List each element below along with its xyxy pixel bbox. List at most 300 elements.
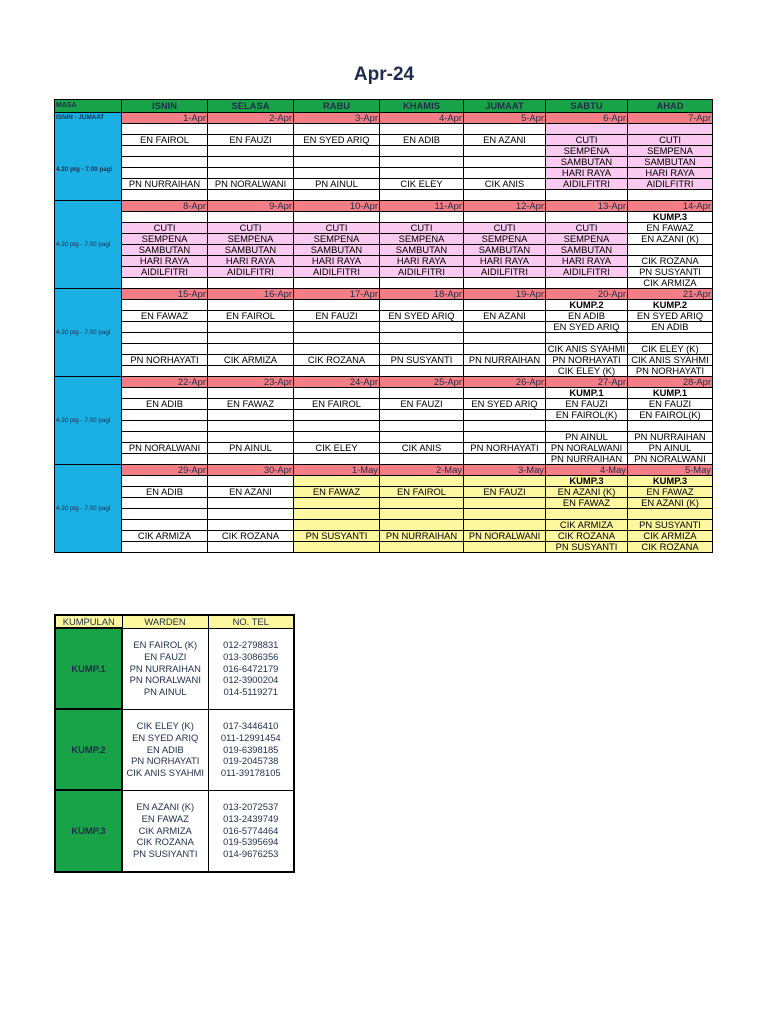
- duty-cell: [464, 212, 546, 223]
- date-cell: 4-May: [546, 465, 628, 476]
- duty-cell: [122, 322, 208, 333]
- duty-cell: [294, 278, 380, 289]
- duty-cell: CIK ROZANA: [546, 531, 628, 542]
- date-cell: 26-Apr: [464, 377, 546, 388]
- duty-cell: CIK ANIS: [380, 443, 464, 454]
- duty-cell: [380, 520, 464, 531]
- duty-cell: [208, 157, 294, 168]
- duty-row: [55, 267, 713, 278]
- duty-cell: HARI RAYA: [546, 168, 628, 179]
- duty-row: [55, 421, 713, 432]
- duty-cell: PN NURRAIHAN: [628, 432, 713, 443]
- schedule-header-cell: JUMAAT: [464, 100, 546, 113]
- duty-cell: [464, 366, 546, 377]
- duty-cell: CIK ANIS: [464, 179, 546, 190]
- date-cell: 20-Apr: [546, 289, 628, 300]
- week-date-row: [55, 289, 713, 300]
- duty-cell: EN AZANI (K): [628, 234, 713, 245]
- duty-cell: SAMBUTAN: [294, 245, 380, 256]
- duty-cell: [122, 146, 208, 157]
- duty-cell: EN AZANI: [464, 311, 546, 322]
- duty-cell: PN NORHAYATI: [464, 443, 546, 454]
- page-title: Apr-24: [353, 64, 415, 85]
- date-cell: 5-May: [628, 465, 713, 476]
- warden-name: CIK ANIS SYAHMI: [126, 767, 204, 779]
- duty-cell: SEMPENA: [294, 234, 380, 245]
- duty-cell: EN FAIROL: [122, 135, 208, 146]
- duty-cell: CIK ELEY: [294, 443, 380, 454]
- week-date-row: [55, 113, 713, 124]
- date-cell: 14-Apr: [628, 201, 713, 212]
- duty-cell: [122, 333, 208, 344]
- duty-row: [55, 476, 713, 487]
- duty-cell: [546, 278, 628, 289]
- masa-cell: [55, 113, 122, 201]
- duty-cell: [546, 509, 628, 520]
- duty-cell: PN NORHAYATI: [122, 355, 208, 366]
- duty-cell: SEMPENA: [464, 234, 546, 245]
- duty-cell: [122, 124, 208, 135]
- duty-cell: [464, 410, 546, 421]
- duty-row: [55, 146, 713, 157]
- duty-cell: [208, 278, 294, 289]
- duty-cell: [208, 476, 294, 487]
- schedule-header-cell: AHAD: [628, 100, 713, 113]
- schedule-header-cell: RABU: [294, 100, 380, 113]
- date-cell: 21-Apr: [628, 289, 713, 300]
- duty-cell: [294, 124, 380, 135]
- duty-cell: EN FAIROL: [294, 399, 380, 410]
- date-cell: 18-Apr: [380, 289, 464, 300]
- duty-cell: EN ADIB: [546, 311, 628, 322]
- duty-cell: EN FAUZI: [464, 487, 546, 498]
- duty-cell: [294, 498, 380, 509]
- duty-cell: EN FAIROL: [380, 487, 464, 498]
- masa-time-label: 4.30 ptg - 7.00 pagi: [56, 504, 111, 512]
- duty-cell: [464, 388, 546, 399]
- masa-time-label: 4.30 ptg - 7.00 pagi: [56, 240, 111, 248]
- duty-cell: [380, 366, 464, 377]
- duty-cell: [380, 410, 464, 421]
- duty-cell: CIK ARMIZA: [122, 531, 208, 542]
- duty-cell: [380, 388, 464, 399]
- duty-cell: EN FAIROL(K): [546, 410, 628, 421]
- duty-cell: SAMBUTAN: [628, 157, 713, 168]
- date-cell: 4-Apr: [380, 113, 464, 124]
- warden-names: [122, 628, 208, 709]
- duty-cell: [294, 157, 380, 168]
- date-cell: 24-Apr: [294, 377, 380, 388]
- duty-cell: CIK ARMIZA: [546, 520, 628, 531]
- duty-cell: [208, 344, 294, 355]
- warden-group-row: [55, 628, 294, 709]
- duty-cell: [122, 344, 208, 355]
- date-cell: 7-Apr: [628, 113, 713, 124]
- duty-cell: [294, 509, 380, 520]
- duty-cell: [122, 509, 208, 520]
- duty-cell: [464, 168, 546, 179]
- date-cell: 27-Apr: [546, 377, 628, 388]
- duty-cell: [208, 322, 294, 333]
- duty-cell: [294, 476, 380, 487]
- duty-cell: AIDILFITRI: [208, 267, 294, 278]
- date-cell: 28-Apr: [628, 377, 713, 388]
- duty-row: [55, 300, 713, 311]
- duty-cell: CIK ARMIZA: [208, 355, 294, 366]
- duty-cell: [294, 344, 380, 355]
- date-cell: 25-Apr: [380, 377, 464, 388]
- warden-phone: 012-3900204: [223, 674, 279, 686]
- warden-name: PN SUSIYANTI: [133, 848, 198, 860]
- duty-cell: [380, 509, 464, 520]
- warden-name: EN FAIROL (K): [133, 639, 198, 651]
- warden-group-row: [55, 790, 294, 872]
- duty-cell: KUMP.1: [546, 388, 628, 399]
- duty-cell: [208, 520, 294, 531]
- duty-cell: [380, 278, 464, 289]
- schedule-header-cell: MASA: [55, 100, 122, 113]
- warden-name: EN FAWAZ: [141, 812, 189, 824]
- duty-cell: [628, 124, 713, 135]
- masa-time-label: 4.30 ptg - 7.00 pagi: [56, 328, 111, 336]
- duty-cell: EN SYED ARIQ: [464, 399, 546, 410]
- duty-cell: [464, 124, 546, 135]
- duty-cell: [464, 146, 546, 157]
- duty-cell: [546, 124, 628, 135]
- warden-phone: 016-5774464: [223, 824, 279, 836]
- date-cell: 30-Apr: [208, 465, 294, 476]
- duty-cell: SAMBUTAN: [208, 245, 294, 256]
- duty-cell: EN SYED ARIQ: [628, 311, 713, 322]
- date-cell: 19-Apr: [464, 289, 546, 300]
- duty-cell: HARI RAYA: [122, 256, 208, 267]
- duty-cell: EN ADIB: [122, 399, 208, 410]
- duty-cell: [628, 245, 713, 256]
- duty-cell: [208, 498, 294, 509]
- duty-cell: PN NORALWANI: [628, 454, 713, 465]
- duty-cell: CIK ELEY: [380, 179, 464, 190]
- duty-cell: [122, 476, 208, 487]
- duty-cell: [380, 124, 464, 135]
- duty-cell: [464, 476, 546, 487]
- duty-cell: EN FAIROL(K): [628, 410, 713, 421]
- duty-row: [55, 454, 713, 465]
- date-cell: 13-Apr: [546, 201, 628, 212]
- duty-cell: [294, 146, 380, 157]
- duty-cell: [546, 212, 628, 223]
- duty-cell: [208, 432, 294, 443]
- duty-cell: PN NORALWANI: [464, 531, 546, 542]
- duty-cell: [464, 509, 546, 520]
- duty-cell: HARI RAYA: [546, 256, 628, 267]
- duty-row: [55, 190, 713, 201]
- duty-cell: EN AZANI: [208, 487, 294, 498]
- duty-cell: [380, 300, 464, 311]
- duty-cell: [380, 157, 464, 168]
- warden-name: CIK ARMIZA: [138, 824, 192, 836]
- duty-cell: PN NURRAIHAN: [464, 355, 546, 366]
- duty-cell: [628, 333, 713, 344]
- duty-row: [55, 212, 713, 223]
- duty-cell: EN FAWAZ: [294, 487, 380, 498]
- duty-cell: CIK ARMIZA: [628, 531, 713, 542]
- duty-cell: CUTI: [208, 223, 294, 234]
- masa-spacer: [56, 123, 120, 165]
- group-name: KUMP.2: [55, 709, 122, 790]
- date-cell: 17-Apr: [294, 289, 380, 300]
- date-cell: 1-May: [294, 465, 380, 476]
- duty-cell: SEMPENA: [208, 234, 294, 245]
- duty-cell: [628, 421, 713, 432]
- warden-name: PN NURRAIHAN: [129, 662, 201, 674]
- duty-schedule-table: [54, 99, 713, 553]
- warden-name: CIK ROZANA: [136, 836, 194, 848]
- warden-phones: [208, 790, 294, 872]
- duty-row: [55, 333, 713, 344]
- date-cell: 12-Apr: [464, 201, 546, 212]
- duty-cell: HARI RAYA: [294, 256, 380, 267]
- duty-cell: [380, 333, 464, 344]
- duty-cell: [122, 432, 208, 443]
- warden-phone: 013-2439749: [223, 812, 279, 824]
- duty-cell: [122, 278, 208, 289]
- duty-cell: [546, 421, 628, 432]
- duty-cell: HARI RAYA: [464, 256, 546, 267]
- warden-phone: 014-5119271: [223, 686, 279, 698]
- warden-name: EN FAUZI: [144, 650, 187, 662]
- warden-phones: [208, 628, 294, 709]
- duty-cell: [208, 124, 294, 135]
- duty-cell: EN AZANI (K): [628, 498, 713, 509]
- duty-row: [55, 520, 713, 531]
- duty-cell: AIDILFITRI: [628, 179, 713, 190]
- duty-cell: PN SUSYANTI: [628, 267, 713, 278]
- warden-phone: 019-2045738: [223, 755, 279, 767]
- duty-cell: KUMP.3: [628, 212, 713, 223]
- duty-cell: [464, 498, 546, 509]
- duty-row: [55, 344, 713, 355]
- warden-name: CIK ELEY (K): [136, 720, 194, 732]
- warden-names: [122, 709, 208, 790]
- duty-cell: PN AINUL: [208, 443, 294, 454]
- warden-phone: 016-6472179: [223, 662, 279, 674]
- duty-cell: [122, 157, 208, 168]
- duty-cell: SAMBUTAN: [380, 245, 464, 256]
- duty-cell: [122, 498, 208, 509]
- duty-cell: [208, 212, 294, 223]
- duty-cell: [380, 454, 464, 465]
- date-cell: 8-Apr: [122, 201, 208, 212]
- duty-cell: [122, 212, 208, 223]
- duty-cell: AIDILFITRI: [380, 267, 464, 278]
- duty-cell: CUTI: [380, 223, 464, 234]
- duty-cell: [122, 421, 208, 432]
- duty-row: [55, 124, 713, 135]
- duty-cell: SEMPENA: [628, 146, 713, 157]
- duty-row: [55, 322, 713, 333]
- duty-cell: SEMPENA: [380, 234, 464, 245]
- duty-cell: [294, 432, 380, 443]
- duty-cell: SAMBUTAN: [122, 245, 208, 256]
- duty-cell: [380, 498, 464, 509]
- duty-cell: SAMBUTAN: [546, 157, 628, 168]
- duty-row: [55, 498, 713, 509]
- duty-cell: [122, 366, 208, 377]
- duty-cell: PN SUSYANTI: [628, 520, 713, 531]
- duty-cell: [380, 322, 464, 333]
- duty-cell: HARI RAYA: [628, 168, 713, 179]
- duty-cell: [208, 509, 294, 520]
- date-cell: 3-May: [464, 465, 546, 476]
- duty-row: [55, 234, 713, 245]
- date-cell: 1-Apr: [122, 113, 208, 124]
- duty-cell: PN NORHAYATI: [628, 366, 713, 377]
- duty-cell: [122, 168, 208, 179]
- duty-cell: PN NORALWANI: [208, 179, 294, 190]
- duty-cell: [122, 388, 208, 399]
- warden-name: EN SYED ARIQ: [132, 731, 199, 743]
- duty-cell: [464, 322, 546, 333]
- duty-cell: [208, 190, 294, 201]
- duty-cell: PN NORALWANI: [546, 443, 628, 454]
- duty-cell: CIK ROZANA: [208, 531, 294, 542]
- duty-cell: CIK ROZANA: [628, 542, 713, 553]
- date-cell: 9-Apr: [208, 201, 294, 212]
- duty-cell: EN FAUZI: [628, 399, 713, 410]
- duty-row: [55, 135, 713, 146]
- date-cell: 6-Apr: [546, 113, 628, 124]
- duty-cell: [464, 542, 546, 553]
- duty-cell: [208, 333, 294, 344]
- warden-header-cell: NO. TEL: [208, 615, 294, 628]
- date-cell: 3-Apr: [294, 113, 380, 124]
- duty-cell: PN AINUL: [294, 179, 380, 190]
- duty-cell: [208, 388, 294, 399]
- duty-cell: CIK ANIS SYAHMI: [546, 344, 628, 355]
- duty-cell: EN FAUZI: [546, 399, 628, 410]
- duty-cell: [294, 388, 380, 399]
- date-cell: 23-Apr: [208, 377, 294, 388]
- duty-cell: PN NURRAIHAN: [122, 179, 208, 190]
- warden-header-cell: WARDEN: [122, 615, 208, 628]
- duty-cell: [294, 366, 380, 377]
- duty-cell: [294, 190, 380, 201]
- duty-cell: EN FAUZI: [294, 311, 380, 322]
- duty-cell: CUTI: [546, 135, 628, 146]
- schedule-header-cell: SELASA: [208, 100, 294, 113]
- duty-row: [55, 366, 713, 377]
- duty-cell: [464, 333, 546, 344]
- duty-cell: [294, 322, 380, 333]
- duty-cell: PN AINUL: [546, 432, 628, 443]
- warden-phone: 019-6398185: [223, 743, 279, 755]
- duty-cell: [464, 421, 546, 432]
- duty-cell: EN ADIB: [380, 135, 464, 146]
- duty-cell: [380, 146, 464, 157]
- duty-row: [55, 223, 713, 234]
- warden-phone: 013-2072537: [223, 801, 279, 813]
- warden-phone: 011-12991454: [220, 731, 281, 743]
- duty-cell: KUMP.3: [546, 476, 628, 487]
- duty-row: [55, 410, 713, 421]
- warden-name: PN NORALWANI: [129, 674, 201, 686]
- duty-cell: PN NURRAIHAN: [546, 454, 628, 465]
- duty-cell: [208, 300, 294, 311]
- duty-cell: [380, 190, 464, 201]
- duty-cell: HARI RAYA: [380, 256, 464, 267]
- duty-cell: EN SYED ARIQ: [380, 311, 464, 322]
- duty-cell: PN NURRAIHAN: [380, 531, 464, 542]
- duty-cell: EN AZANI: [464, 135, 546, 146]
- masa-cell: [55, 465, 122, 553]
- duty-cell: [628, 509, 713, 520]
- date-cell: 29-Apr: [122, 465, 208, 476]
- duty-cell: [122, 542, 208, 553]
- duty-cell: PN NORALWANI: [122, 443, 208, 454]
- duty-cell: SEMPENA: [546, 234, 628, 245]
- duty-cell: SEMPENA: [546, 146, 628, 157]
- duty-cell: AIDILFITRI: [464, 267, 546, 278]
- warden-table: [54, 614, 295, 873]
- duty-row: [55, 432, 713, 443]
- duty-cell: CUTI: [294, 223, 380, 234]
- duty-cell: CIK ROZANA: [294, 355, 380, 366]
- masa-time-label: 4.30 ptg - 7.00 pagi: [56, 166, 113, 173]
- duty-cell: CIK ROZANA: [628, 256, 713, 267]
- warden-phone: 013-3086356: [223, 650, 279, 662]
- duty-cell: [294, 410, 380, 421]
- duty-cell: [208, 410, 294, 421]
- duty-cell: [464, 432, 546, 443]
- warden-header-row: [55, 615, 294, 628]
- duty-cell: [122, 410, 208, 421]
- schedule-header-cell: SABTU: [546, 100, 628, 113]
- duty-cell: CUTI: [628, 135, 713, 146]
- masa-days-label: ISNIN - JUMAAT: [56, 114, 105, 121]
- duty-row: [55, 278, 713, 289]
- duty-cell: SAMBUTAN: [464, 245, 546, 256]
- duty-cell: CIK ELEY (K): [628, 344, 713, 355]
- duty-cell: EN FAWAZ: [122, 311, 208, 322]
- duty-row: [55, 355, 713, 366]
- duty-cell: HARI RAYA: [208, 256, 294, 267]
- duty-cell: [208, 366, 294, 377]
- warden-phone: 019-5395694: [223, 836, 279, 848]
- duty-row: [55, 157, 713, 168]
- duty-cell: [294, 454, 380, 465]
- duty-cell: [294, 333, 380, 344]
- duty-row: [55, 168, 713, 179]
- duty-cell: [464, 190, 546, 201]
- duty-cell: PN SUSYANTI: [380, 355, 464, 366]
- warden-header-cell: KUMPULAN: [55, 615, 122, 628]
- duty-cell: [122, 190, 208, 201]
- duty-cell: AIDILFITRI: [546, 267, 628, 278]
- date-cell: 22-Apr: [122, 377, 208, 388]
- duty-cell: CIK ANIS SYAHMI: [628, 355, 713, 366]
- duty-cell: EN FAWAZ: [628, 487, 713, 498]
- masa-cell: [55, 201, 122, 289]
- duty-cell: [208, 146, 294, 157]
- duty-cell: [546, 190, 628, 201]
- week-date-row: [55, 201, 713, 212]
- duty-cell: [380, 344, 464, 355]
- duty-cell: [294, 212, 380, 223]
- warden-name: PN NORHAYATI: [131, 755, 200, 767]
- duty-cell: AIDILFITRI: [546, 179, 628, 190]
- schedule-header-cell: KHAMIS: [380, 100, 464, 113]
- schedule-header-cell: ISNIN: [122, 100, 208, 113]
